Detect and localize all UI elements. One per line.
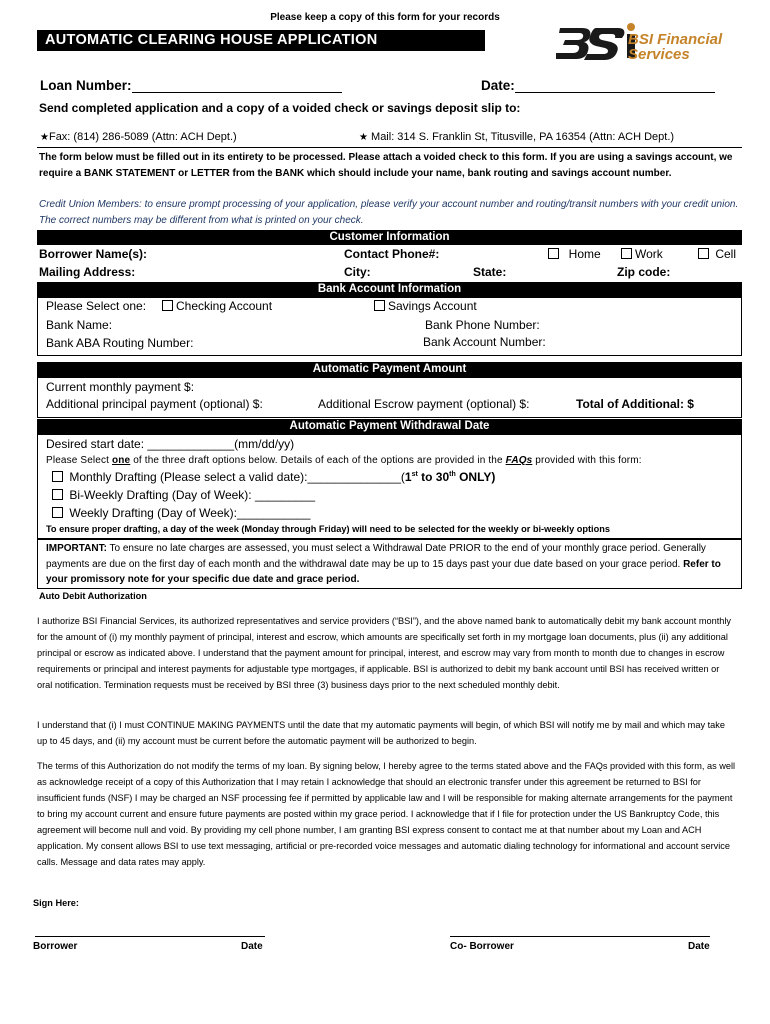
checking-label: Checking Account <box>176 299 273 313</box>
monthly-st: st <box>411 471 418 478</box>
bank-info-header: Bank Account Information <box>37 282 742 297</box>
co-borrower-date-label: Date <box>688 941 710 952</box>
select-pre: Please Select <box>46 455 113 466</box>
important-label: IMPORTANT: <box>46 543 107 554</box>
payment-amount-header: Automatic Payment Amount <box>37 362 742 377</box>
account-number-label: Bank Account Number: <box>423 335 546 349</box>
savings-checkbox[interactable] <box>374 300 385 311</box>
important-bold-tail: Refer to your promissory note for your specific due date and grace period. <box>46 558 721 585</box>
notice-text: The form below must be filled out in its entirety to be processed. Please attach a voided check to this form. If you are using a savings account, we require a BANK STATEMENT or LETTER from the BANK which should include your name, bank routing and savings account number. <box>39 152 733 179</box>
cell-option[interactable] <box>698 247 736 261</box>
weekly-label: Weekly Drafting (Day of Week):___________ <box>69 506 311 520</box>
additional-escrow-label: Additional Escrow payment (optional) $: <box>318 397 530 411</box>
city-label: City: <box>344 265 371 279</box>
please-select-label: Please Select one: <box>46 299 147 313</box>
star-icon: ★ <box>40 132 49 143</box>
monthly-to: to 30 <box>417 470 450 484</box>
customer-info-header: Customer Information <box>37 230 742 245</box>
work-label: Work <box>635 247 663 261</box>
select-faqs: FAQs <box>505 455 533 466</box>
mail-text: Mail: 314 S. Franklin St, Titusville, PA 16354 (Attn: ACH Dept.) <box>371 131 675 143</box>
monthly-th: th <box>449 471 456 478</box>
co-borrower-label: Co- Borrower <box>450 941 514 952</box>
biweekly-checkbox[interactable] <box>52 489 63 500</box>
home-checkbox[interactable] <box>548 248 559 259</box>
date-line[interactable] <box>515 80 715 93</box>
cell-checkbox[interactable] <box>698 248 709 259</box>
mail-line <box>359 131 674 143</box>
savings-option[interactable] <box>374 299 477 313</box>
bank-phone-label: Bank Phone Number: <box>425 318 540 332</box>
borrower-signature-line[interactable] <box>35 936 265 937</box>
weekly-option[interactable] <box>52 506 310 520</box>
home-label: Home <box>568 247 601 261</box>
sign-here-label: Sign Here: <box>33 898 79 908</box>
borrower-label: Borrower <box>33 941 78 952</box>
borrower-date-label: Date <box>241 941 263 952</box>
date-label: Date: <box>481 78 515 93</box>
biweekly-option[interactable] <box>52 488 315 502</box>
loan-number-label: Loan Number: <box>40 78 132 93</box>
withdrawal-date-header: Automatic Payment Withdrawal Date <box>37 419 742 434</box>
monthly-1: 1 <box>404 470 412 484</box>
credit-union-note: Credit Union Members: to ensure prompt processing of your application, please verify your account number and routing/transit numbers with your credit union. The correct numbers may be different from what is printed on your check. <box>39 199 739 226</box>
auth-paragraph-3: The terms of this Authorization do not modify the terms of my loan. By signing below, I hereby agree to the terms stated above and the FAQs provided with this form, as well as acknowledge receipt of a copy of this Authorization that I may retain I acknowledge that should an electronic transfer under this agreement be returned to BSI for insufficient funds (NSF) I may be charged an NSF processing fee if permitted by applicable law and I will be responsible for making alternate arrangements for the payment to bring my account current and ensure future payments are posted within my grace period. I acknowledge that if I file for protection under the US Bankruptcy Code, this agreement will become null and void. By providing my cell phone number, I am granting BSI express consent to contact me at that number about my Loan and ACH application. My consent allows BSI to use text messaging, artificial or pre-recorded voice messages and automatic dialing technology for informational and account service calls. Message and data rates may apply. <box>37 761 736 867</box>
monthly-checkbox[interactable] <box>52 471 63 482</box>
checking-option[interactable] <box>162 299 272 313</box>
loan-number-line[interactable] <box>132 80 342 93</box>
home-option[interactable] <box>548 247 601 261</box>
logo-line2: Services <box>628 46 690 63</box>
select-one: one <box>112 455 131 466</box>
borrower-names-label: Borrower Name(s): <box>39 247 148 261</box>
checking-checkbox[interactable] <box>162 300 173 311</box>
date-field[interactable] <box>481 78 715 93</box>
proper-drafting-note: To ensure proper drafting, a day of the week (Monday through Friday) will need to be selected for the weekly or bi-weekly options <box>46 524 610 534</box>
zip-label: Zip code: <box>617 265 671 279</box>
bank-name-label: Bank Name: <box>46 318 113 332</box>
star-icon: ★ <box>359 132 368 143</box>
send-instruction: Send completed application and a copy of a voided check or savings deposit slip to: <box>39 101 521 115</box>
monthly-option[interactable] <box>52 470 495 484</box>
logo-text <box>628 32 722 62</box>
co-borrower-signature-line[interactable] <box>450 936 710 937</box>
weekly-checkbox[interactable] <box>52 507 63 518</box>
auth-paragraph-2: I understand that (i) I must CONTINUE MAKING PAYMENTS until the date that my automatic payments will begin, of which BSI will notify me by mail and which may take up to 45 days, and (ii) my account must be current before the automatic payment will be authorized to begin. <box>37 720 725 746</box>
additional-principal-label: Additional principal payment (optional) $: <box>46 397 263 411</box>
loan-number-field[interactable] <box>40 78 342 93</box>
select-instruction <box>46 455 642 466</box>
desired-start-label: Desired start date: _____________(mm/dd/yy) <box>46 437 295 451</box>
aba-routing-label: Bank ABA Routing Number: <box>46 336 194 350</box>
fax-text: Fax: (814) 286-5089 (Attn: ACH Dept.) <box>48 131 237 143</box>
divider <box>37 147 742 148</box>
auto-debit-title: Auto Debit Authorization <box>39 591 147 601</box>
auth-paragraph-1: I authorize BSI Financial Services, its authorized representatives and service providers (“BSI”), and the above named bank to automatically debit my bank account monthly for the amount of (i) my monthly payment of principal, interest and escrow, which amounts are specifically set forth in my mortgage loan documents, plus (ii) any additional principal or escrow as indicated above. I understand that the payment amount for principal, interest, and escrow may vary from month to month due to changes in escrow requirements or principal and interest payments for adjustable type mortgages, if applicable. BSI is authorized to debit my bank account until BSI has received written or oral notification. Termination requests must be received by BSI three (3) business days prior to the next scheduled monthly debit. <box>37 616 732 690</box>
select-post: provided with this form: <box>532 455 642 466</box>
mailing-address-label: Mailing Address: <box>39 265 136 279</box>
logo-line1: BSI Financial <box>628 31 723 48</box>
important-text <box>46 541 736 588</box>
current-monthly-label: Current monthly payment $: <box>46 380 195 394</box>
monthly-label: Monthly Drafting (Please select a valid date):______________( <box>69 470 405 484</box>
biweekly-label: Bi-Weekly Drafting (Day of Week): _________ <box>69 488 316 502</box>
top-note: Please keep a copy of this form for your records <box>270 12 500 23</box>
monthly-only: ONLY) <box>455 470 496 484</box>
savings-label: Savings Account <box>388 299 477 313</box>
contact-phone-label: Contact Phone#: <box>344 247 440 261</box>
total-additional-label: Total of Additional: $ <box>576 397 694 411</box>
work-checkbox[interactable] <box>621 248 632 259</box>
select-mid: of the three draft options below. Details of each of the options are provided in the <box>130 455 506 466</box>
work-option[interactable] <box>621 247 663 261</box>
cell-label: Cell <box>715 247 737 261</box>
state-label: State: <box>473 265 507 279</box>
important-body: To ensure no late charges are assessed, you must select a Withdrawal Date PRIOR to the end of your monthly grace period. Generally payments are due on the first day of each month and the withdrawal date may be up to 15 days past your due date based on your grace period. <box>46 543 706 570</box>
form-title: AUTOMATIC CLEARING HOUSE APPLICATION <box>37 30 485 51</box>
fax-line <box>40 131 237 143</box>
